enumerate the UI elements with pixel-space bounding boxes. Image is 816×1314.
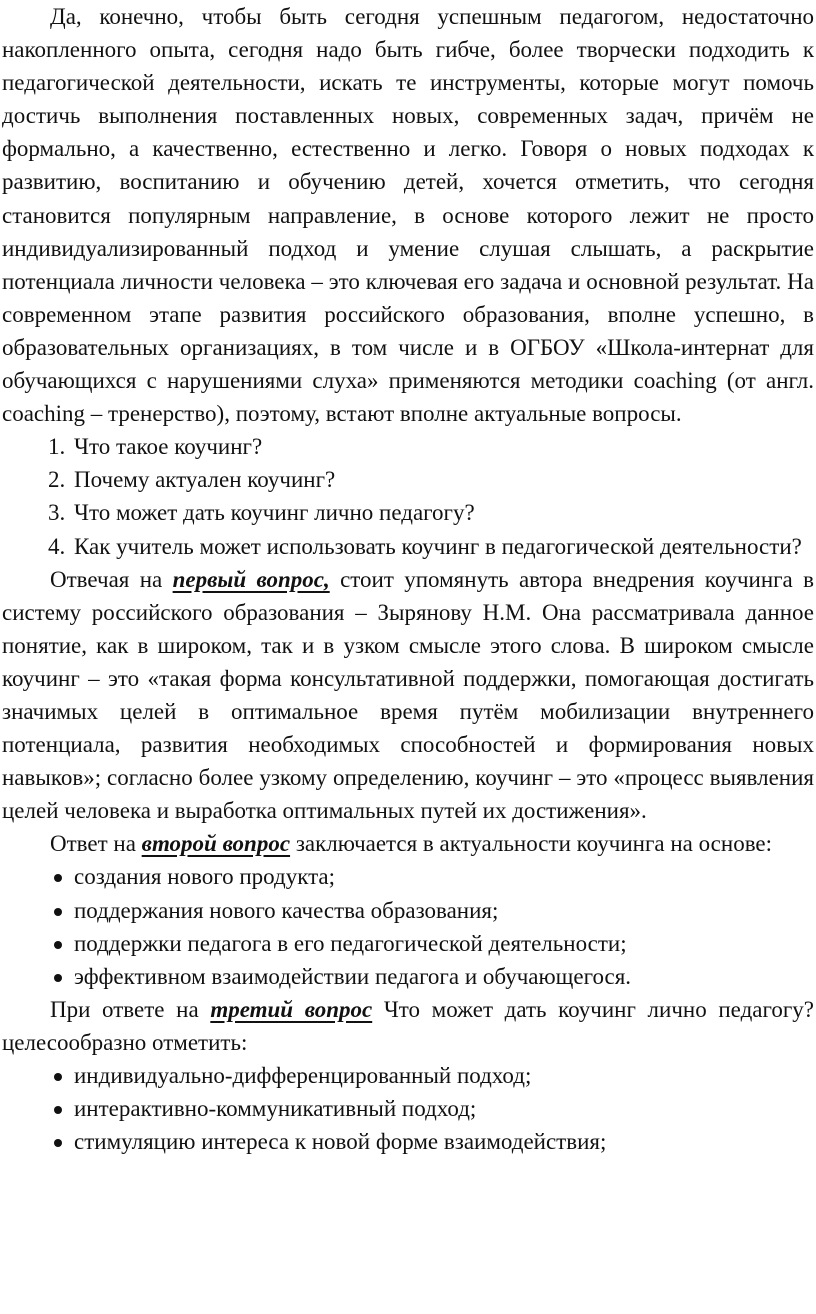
answer3-emphasis: третий вопрос [210,996,373,1022]
bullet-icon [54,1139,62,1147]
bullet-text: эффективном взаимодействии педагога и обучающегося. [74,963,632,989]
answer1-paragraph [2,563,814,828]
bullet-item [2,1125,814,1158]
question-item [2,430,814,463]
bullet-icon [54,1073,62,1081]
bullet-text: индивидуально-дифференцированный подход; [74,1063,532,1088]
answer3-paragraph [2,993,814,1059]
answer2-emphasis: второй вопрос [141,831,291,857]
intro-paragraph: Да, конечно, чтобы быть сегодня успешным педагогом, недостаточно накопленного опыта, сегодня надо быть гибче, более творчески подходить к педагогической деятельности, искать те инструменты, которые могут помочь достичь выполнения поставленных новых, современных задач, причём не формально, а качественно, естественно и легко. Говоря о новых подходах к развитию, воспитанию и обучению детей, хочется отметить, что сегодня становится популярным направление, в основе которого лежит не просто индивидуализированный подход и умение слушая слышать, а раскрытие потенциала личности человека – это ключевая его задача и основной результат. На современном этапе развития российского образования, вполне успешно, в образовательных организациях, в том числе и в ОГБОУ «Школа-интернат для обучающихся с нарушениями слуха» применяются методики coaching (от англ. coaching – тренерство), поэтому, встают вполне актуальные вопросы. [2,4,814,427]
bullet-item [2,1059,814,1092]
questions-list [2,430,814,562]
question-item [2,496,814,529]
document-body [2,0,814,1158]
bullet-item [2,927,814,960]
question-number: 4. [48,533,66,559]
question-text: Что может дать коучинг лично педагогу? [74,500,475,526]
question-number: 2. [48,467,66,493]
answer1-body: стоит упомянуть автора внедрения коучинга в систему российского образования – Зырянову Н.М. Она рассматривала данное понятие, как в широком, так и в узком смысле этого слова. В широком смысле коучинг – это «такая форма консультативной поддержки, помогающая достигать значимых целей в оптимальное время путём мобилизации внутреннего потенциала, развития необходимых способностей и формирования новых навыков»; согласно более узкому определению, коучинг – это «процесс выявления целей человека и выработка оптимальных путей их достижения». [2,566,814,824]
answer2-lead: Ответ на [50,831,142,857]
bullet-item [2,894,814,927]
answer2-body: заключается в актуальности коучинга на основе: [290,831,773,857]
answer2-bullet-list [2,860,814,992]
question-item [2,463,814,496]
question-number: 1. [48,434,66,460]
bullet-text: поддержания нового качества образования; [74,897,499,923]
bullet-icon [54,974,62,982]
bullet-text: создания нового продукта; [74,864,336,890]
question-text: Почему актуален коучинг? [74,467,336,493]
question-text: Что такое коучинг? [74,434,263,460]
question-text: Как учитель может использовать коучинг в педагогической деятельности? [74,533,802,559]
question-number: 3. [48,500,66,526]
bullet-item [2,960,814,993]
bullet-icon [54,908,62,916]
answer3-body: Что может дать коучинг лично педагогу? целесообразно отметить: [2,996,814,1055]
bullet-item [2,1092,814,1125]
answer1-emphasis: первый вопрос, [172,566,330,592]
bullet-item [2,860,814,893]
bullet-icon [54,874,62,882]
bullet-icon [54,941,62,949]
answer2-paragraph [2,827,814,860]
question-item [2,530,814,563]
answer3-lead: При ответе на [50,996,211,1022]
answer1-lead: Отвечая на [50,566,173,592]
bullet-text: интерактивно-коммуникативный подход; [74,1096,477,1122]
bullet-text: поддержки педагога в его педагогической деятельности; [74,930,627,956]
answer3-bullet-list [2,1059,814,1158]
bullet-icon [54,1106,62,1114]
bullet-text: стимуляцию интереса к новой форме взаимодействия; [74,1129,607,1155]
